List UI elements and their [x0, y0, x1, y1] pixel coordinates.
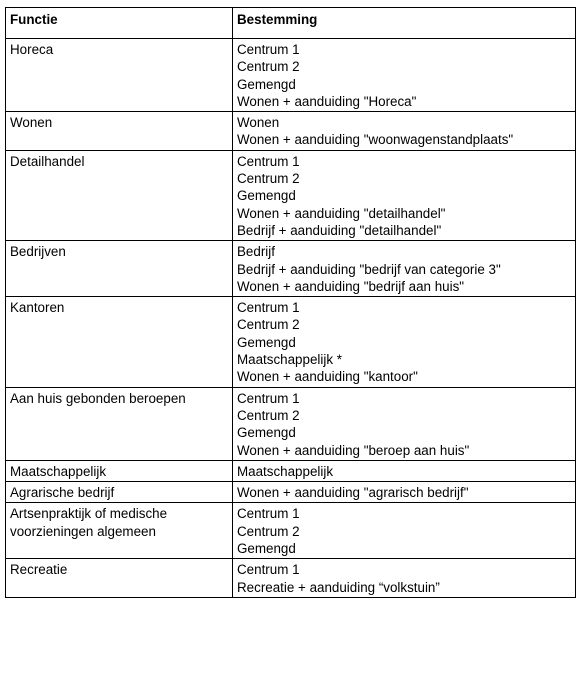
bestemming-item: Gemengd: [237, 76, 296, 92]
bestemming-item: Maatschappelijk *: [237, 352, 342, 368]
functie-label: Agrarische bedrijf: [10, 485, 115, 501]
table-row: [6, 503, 576, 559]
bestemming-item: Centrum 1: [237, 153, 300, 169]
table-body: [6, 39, 576, 598]
bestemming-item: Centrum 2: [237, 59, 300, 75]
table-row: [6, 460, 576, 481]
table-row: [6, 150, 576, 240]
bestemming-item: Wonen + aanduiding "agrarisch bedrijf": [237, 485, 469, 501]
bestemming-cell: [233, 387, 576, 460]
bestemming-item: Centrum 2: [237, 523, 300, 539]
bestemming-item: Centrum 2: [237, 317, 300, 333]
bestemming-cell: [233, 241, 576, 297]
functie-label: Detailhandel: [10, 153, 85, 169]
bestemming-item: Gemengd: [237, 541, 296, 557]
bestemming-item: Bedrijf: [237, 244, 275, 260]
bestemming-item: Gemengd: [237, 188, 296, 204]
functie-label: Horeca: [10, 42, 54, 57]
bestemming-item: Wonen + aanduiding "Horeca": [237, 93, 417, 109]
functie-label: Aan huis gebonden beroepen: [10, 390, 186, 406]
table-row: [6, 387, 576, 460]
bestemming-cell: [233, 559, 576, 598]
functie-cell: [6, 297, 233, 387]
bestemming-item: Gemengd: [237, 425, 296, 441]
functie-label: Artsenpraktijk of medische voorzieningen algemeen: [10, 506, 168, 539]
functie-bestemming-table: [5, 7, 576, 598]
bestemming-item: Wonen + aanduiding "woonwagenstandplaats": [237, 132, 514, 148]
functie-cell: [6, 460, 233, 481]
bestemming-cell: [233, 39, 576, 112]
bestemming-cell: [233, 150, 576, 240]
bestemming-item: Wonen: [237, 115, 280, 131]
functie-cell: [6, 39, 233, 112]
functie-label: Wonen: [10, 115, 53, 131]
functie-label: Kantoren: [10, 300, 65, 316]
bestemming-item: Centrum 1: [237, 562, 300, 578]
bestemming-item: Wonen + aanduiding "bedrijf aan huis": [237, 278, 465, 294]
bestemming-item: Maatschappelijk: [237, 463, 334, 479]
header-row: [6, 8, 576, 39]
bestemming-cell: [233, 112, 576, 151]
functie-cell: [6, 150, 233, 240]
functie-label: Maatschappelijk: [10, 463, 107, 479]
bestemming-item: Centrum 2: [237, 171, 300, 187]
bestemming-item: Recreatie + aanduiding “volkstuin”: [237, 579, 440, 595]
functie-label: Recreatie: [10, 562, 68, 578]
bestemming-item: Gemengd: [237, 334, 296, 350]
table-row: [6, 39, 576, 112]
table-row: [6, 482, 576, 503]
bestemming-item: Wonen + aanduiding "kantoor": [237, 369, 418, 385]
bestemming-item: Bedrijf + aanduiding "bedrijf van categorie 3": [237, 261, 501, 277]
table-row: [6, 241, 576, 297]
bestemming-item: Centrum 2: [237, 407, 300, 423]
functie-cell: [6, 482, 233, 503]
bestemming-item: Centrum 1: [237, 506, 300, 522]
bestemming-item: Centrum 1: [237, 42, 300, 57]
bestemming-cell: [233, 503, 576, 559]
bestemming-item: Wonen + aanduiding "detailhandel": [237, 205, 446, 221]
table-row: [6, 559, 576, 598]
bestemming-cell: [233, 460, 576, 481]
table-row: [6, 297, 576, 387]
bestemming-cell: [233, 482, 576, 503]
bestemming-item: Centrum 1: [237, 390, 300, 406]
functie-cell: [6, 112, 233, 151]
functie-cell: [6, 503, 233, 559]
header-bestemming: Bestemming: [233, 8, 576, 39]
functie-cell: [6, 387, 233, 460]
table-row: [6, 112, 576, 151]
functie-cell: [6, 559, 233, 598]
bestemming-cell: [233, 297, 576, 387]
bestemming-item: Centrum 1: [237, 300, 300, 316]
bestemming-item: Wonen + aanduiding "beroep aan huis": [237, 442, 470, 458]
functie-cell: [6, 241, 233, 297]
functie-label: Bedrijven: [10, 244, 66, 260]
header-functie: Functie: [6, 8, 233, 39]
bestemming-item: Bedrijf + aanduiding "detailhandel": [237, 222, 442, 238]
